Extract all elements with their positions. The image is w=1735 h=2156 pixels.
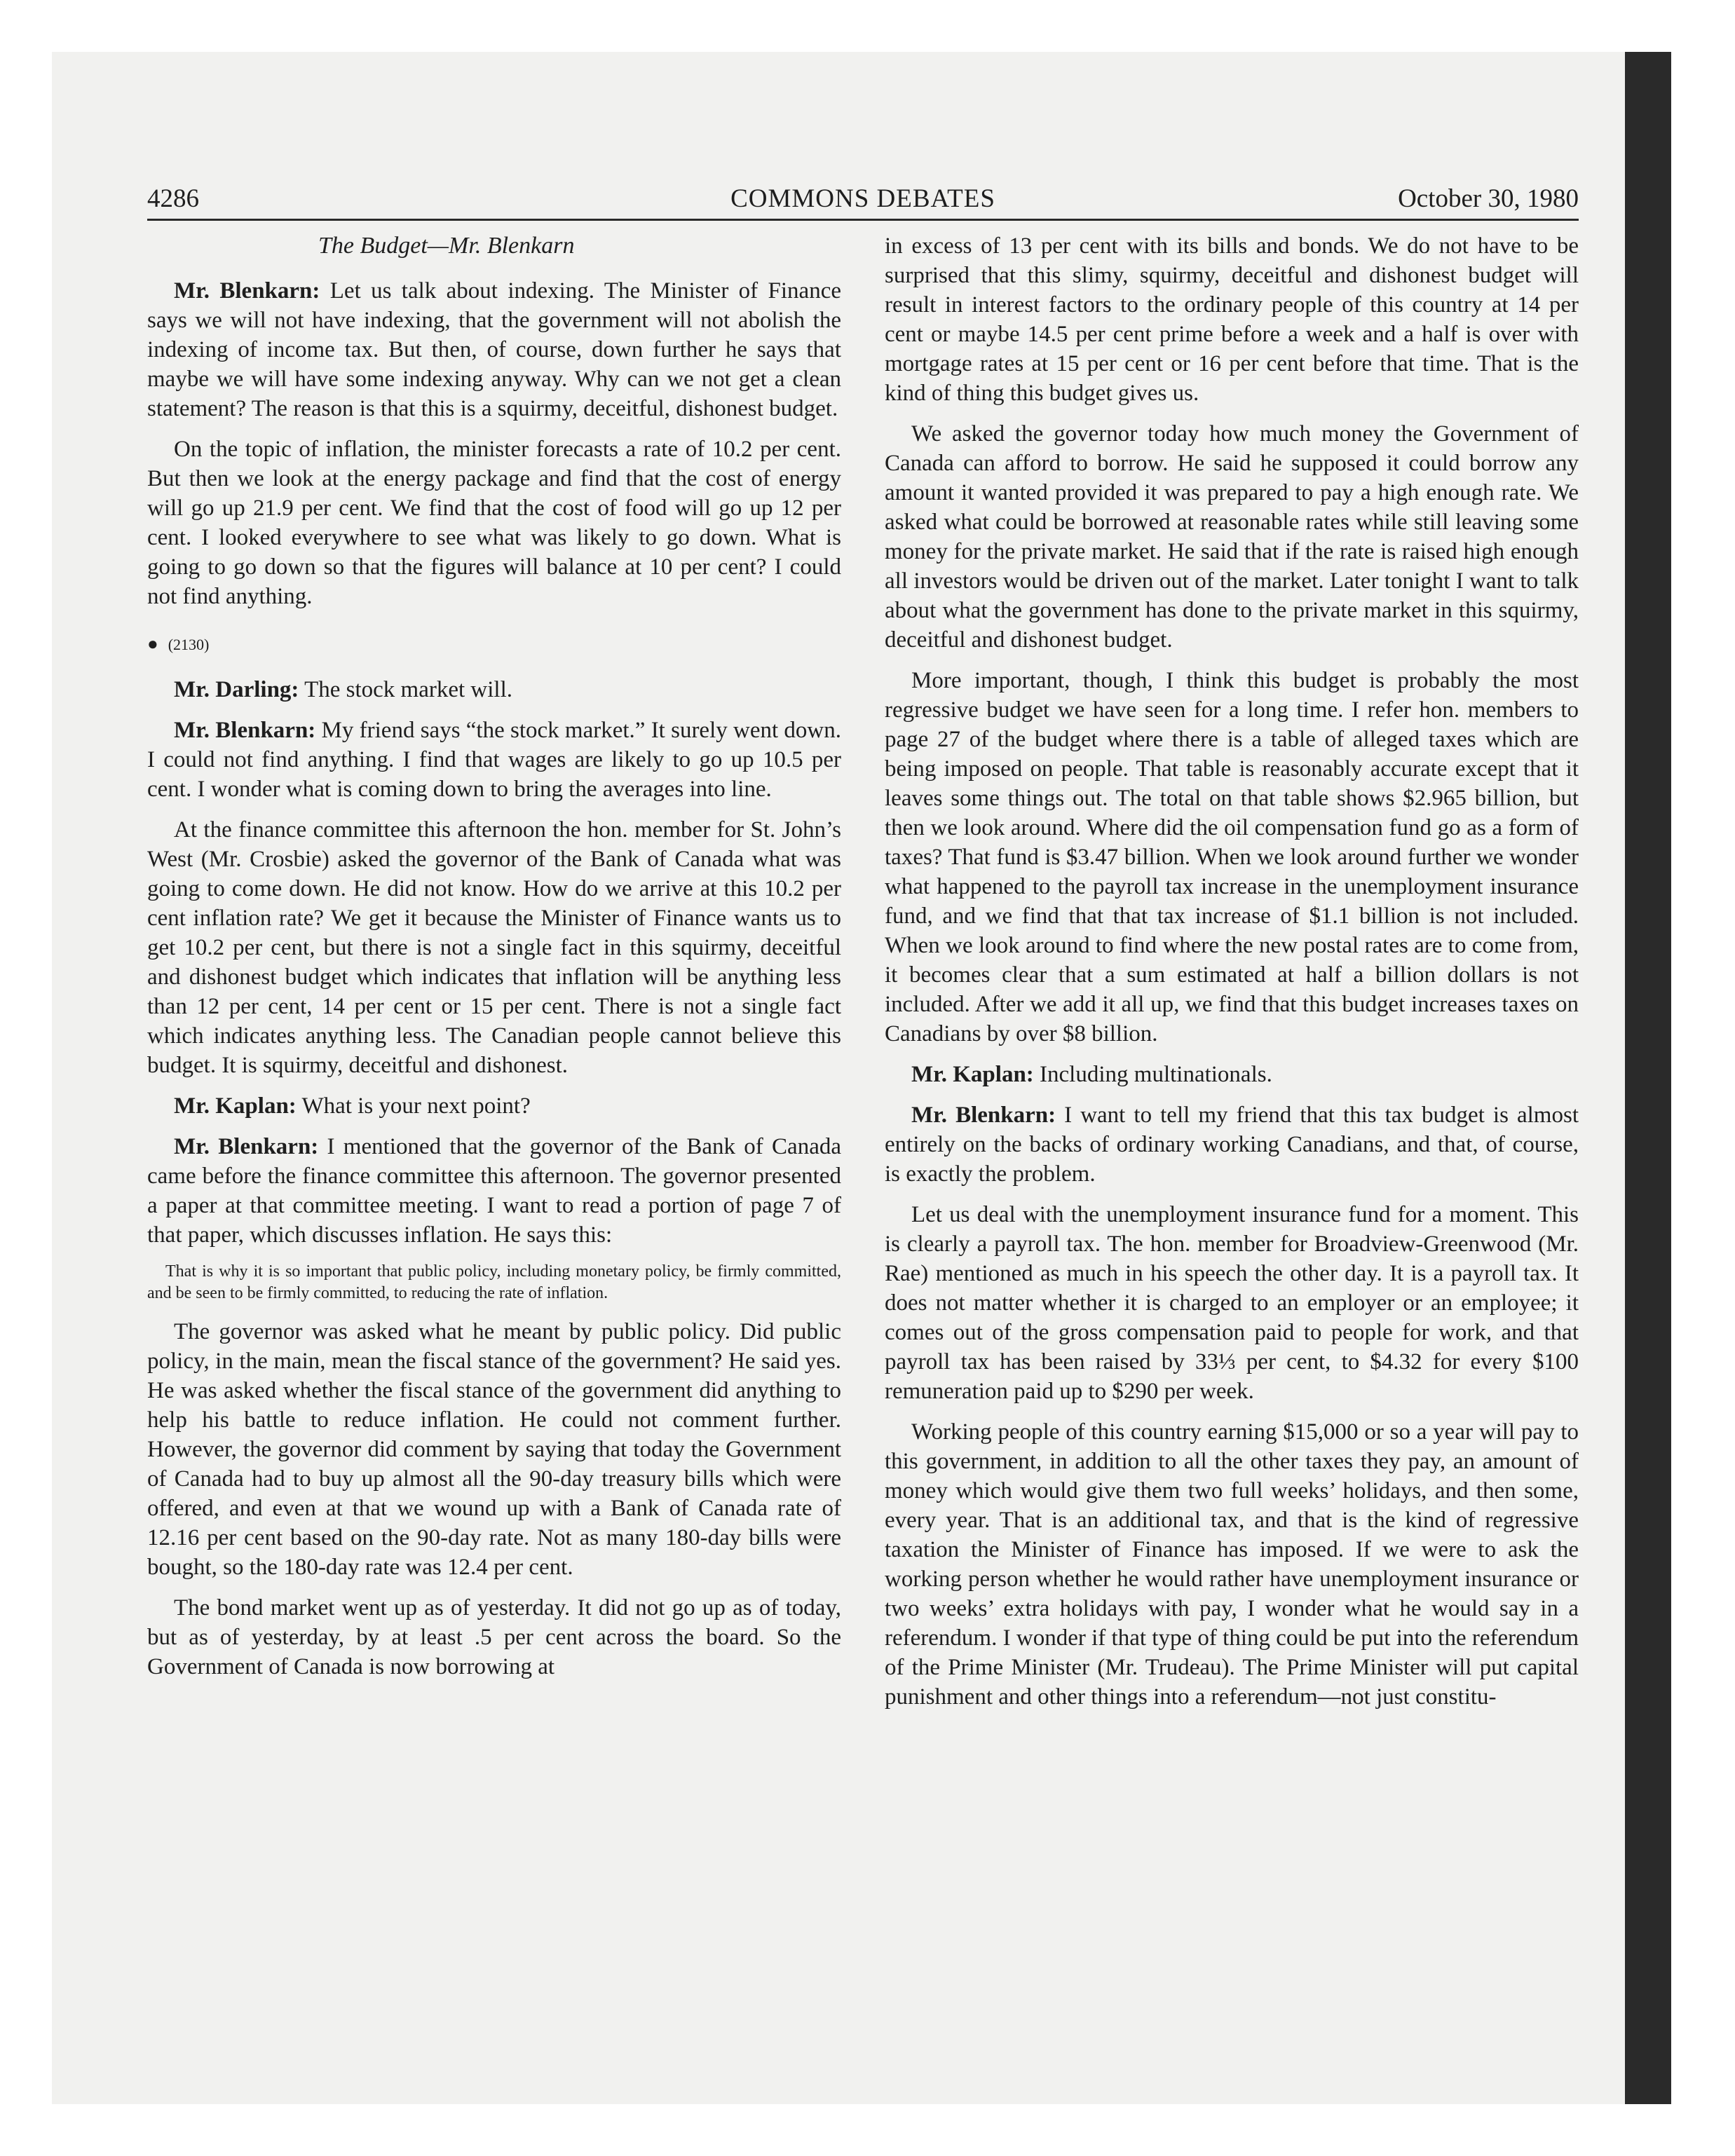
paragraph-text: We asked the governor today how much money the Government of Canada can afford to borrow. He said he supposed it could borrow any amount it wanted provided it was prepared to pay a high enough rate. We asked what could be borrowed at reasonable rates while still leaving some money for the private market. He said that if the rate is raised high enough all investors would be driven out of the market. Later tonight I want to talk about what the government has done to the private market in this squirmy, deceitful and dishonest budget. xyxy=(885,421,1579,653)
paragraph-text: The stock market will. xyxy=(299,677,513,702)
publication-title: COMMONS DEBATES xyxy=(730,184,995,213)
paragraph-text: Let us deal with the unemployment insurance fund for a moment. This is clearly a payroll tax. The hon. member for Broadview-Greenwood (Mr. Rae) mentioned as much in his speech the other day. It is a payroll tax. It does not matter whether it is charged to an employer or an employee; it comes out of the gross compensation paid to people for work, and that payroll tax has been raised by 33⅓ per cent, to $4.32 for every $100 remuneration paid up to $290 per week. xyxy=(885,1202,1579,1404)
running-head: The Budget—Mr. Blenkarn xyxy=(318,233,575,259)
paragraph-text: Let us talk about indexing. The Minister of Finance says we will not have indexing, that the government will not abolish the indexing of income tax. But then, of course, down further he says that maybe we will have some indexing anyway. Why can we not get a clean statement? The reason is that this is a squirmy, deceitful, dishonest budget. xyxy=(147,278,841,421)
paragraph-text: My friend says “the stock market.” It surely went down. I could not find anything. I find that wages are likely to go up 10.5 per cent. I wonder what is coming down to bring the averages into line. xyxy=(147,718,841,802)
speaker-name: Mr. Blenkarn: xyxy=(911,1103,1056,1128)
paragraph-text: What is your next point? xyxy=(296,1093,531,1119)
paragraph xyxy=(147,276,841,423)
paragraph-text: I want to tell my friend that this tax budget is almost entirely on the backs of ordinary working Canadians, and that, of course, is exactly the problem. xyxy=(885,1103,1579,1187)
quote-text: That is why it is so important that public policy, including monetary policy, be firmly committed, and be seen to be firmly committed, to reducing the rate of inflation. xyxy=(147,1262,841,1302)
paragraph-text: At the finance committee this afternoon the hon. member for St. John’s West (Mr. Crosbie) asked the governor of the Bank of Canada what was going to come down. He did not know. How do we arrive at this 10.2 per cent inflation rate? We get it because the Minister of Finance wants us to get 10.2 per cent, but there is not a single fact in this squirmy, deceitful and dishonest budget which indicates that inflation will be anything less than 12 per cent, 14 per cent or 15 per cent. There is not a single fact which indicates anything less. The Canadian people cannot believe this budget. It is squirmy, deceitful and dishonest. xyxy=(147,817,841,1078)
speaker-name: Mr. Darling: xyxy=(174,677,299,702)
speaker-name: Mr. Blenkarn: xyxy=(174,718,316,743)
paragraph xyxy=(147,1593,841,1681)
page-number: 4286 xyxy=(147,184,199,213)
scan-edge-band xyxy=(1625,52,1671,2104)
paragraph-text: Working people of this country earning $15,000 or so a year will pay to this government, in addition to all the other taxes they pay, an amount of money which would give them two full weeks’ holidays, and then some, every year. That is an additional tax, and that is the kind of regressive taxation the Minister of Finance has imposed. If we were to ask the working person whether he would rather have unemployment insurance or two weeks’ extra holidays with pay, I wonder what he would say in a referendum. I wonder if that type of thing could be put into the referendum of the Prime Minister (Mr. Trudeau). The Prime Minister will put capital punishment and other things into a referendum—not just constitu- xyxy=(885,1419,1579,1710)
paragraph-text: On the topic of inflation, the minister forecasts a rate of 10.2 per cent. But then we look at the energy package and find that the cost of energy will go up 21.9 per cent. We find that the cost of food will go up 12 per cent. I looked everywhere to see what was likely to go down. What is going to go down so that the figures will balance at 10 per cent? I could not find anything. xyxy=(147,437,841,609)
paragraph xyxy=(885,666,1579,1049)
paragraph xyxy=(885,1100,1579,1189)
paragraph xyxy=(885,1417,1579,1712)
paragraph xyxy=(147,815,841,1080)
paragraph xyxy=(147,675,841,704)
paragraph-text: The governor was asked what he meant by public policy. Did public policy, in the main, mean the fiscal stance of the government? He said yes. He was asked whether the fiscal stance of the government did anything to help his battle to reduce inflation. He could not comment further. However, the governor did comment by saying that today the Government of Canada had to buy up almost all the 90-day treasury bills which were offered, and even at that we wound up with a Bank of Canada rate of 12.16 per cent based on the 90-day rate. Not as many 180-day bills were bought, so the 180-day rate was 12.4 per cent. xyxy=(147,1319,841,1580)
left-column xyxy=(147,231,841,1693)
paragraph xyxy=(147,1091,841,1121)
paragraph xyxy=(885,1200,1579,1406)
paragraph xyxy=(147,1317,841,1582)
speaker-name: Mr. Kaplan: xyxy=(911,1062,1034,1087)
paragraph xyxy=(885,231,1579,408)
paragraph-text: Including multinationals. xyxy=(1033,1062,1272,1087)
block-quote xyxy=(147,1261,841,1304)
time-label: (2130) xyxy=(168,636,210,653)
page-header xyxy=(147,179,1579,221)
paragraph xyxy=(885,1060,1579,1089)
paragraph-text: in excess of 13 per cent with its bills and bonds. We do not have to be surprised that this slimy, squirmy, deceitful and dishonest budget will result in interest factors to the ordinary people of this country at 14 per cent or maybe 14.5 per cent prime before a week and a half is over with mortgage rates at 15 per cent or 16 per cent before that time. That is the kind of thing this budget gives us. xyxy=(885,233,1579,406)
time-marker xyxy=(147,629,841,660)
paragraph xyxy=(147,435,841,611)
speaker-name: Mr. Kaplan: xyxy=(174,1093,297,1119)
paragraph xyxy=(147,716,841,804)
paragraph xyxy=(885,419,1579,655)
paragraph-text: More important, though, I think this budget is probably the most regressive budget we have seen for a long time. I refer hon. members to page 27 of the budget where there is a table of alleged taxes which are being imposed on people. That table is reasonably accurate except that it leaves some things out. The total on that table shows $2.965 billion, but then we look around. Where did the oil compensation fund go as a form of taxes? That fund is $3.47 billion. When we look around further we wonder what happened to the payroll tax increase in the unemployment insurance fund, and we find that that tax increase of $1.1 billion is not included. When we look around to find where the new postal rates are to come from, it becomes clear that a sum estimated at half a billion dollars is not included. After we add it all up, we find that this budget increases taxes on Canadians by over $8 billion. xyxy=(885,668,1579,1046)
paragraph-text: The bond market went up as of yesterday. It did not go up as of today, but as of yesterday, by at least .5 per cent across the board. So the Government of Canada is now borrowing at xyxy=(147,1595,841,1679)
speaker-name: Mr. Blenkarn: xyxy=(174,278,320,303)
bullet-icon: ● xyxy=(147,634,158,654)
publication-date: October 30, 1980 xyxy=(1398,184,1579,213)
paragraph-text: I mentioned that the governor of the Bank of Canada came before the finance committee this afternoon. The governor presented a paper at that committee meeting. I want to read a portion of page 7 of that paper, which discusses inflation. He says this: xyxy=(147,1134,841,1248)
right-column xyxy=(885,231,1579,1723)
speaker-name: Mr. Blenkarn: xyxy=(174,1134,319,1159)
paragraph xyxy=(147,1132,841,1250)
